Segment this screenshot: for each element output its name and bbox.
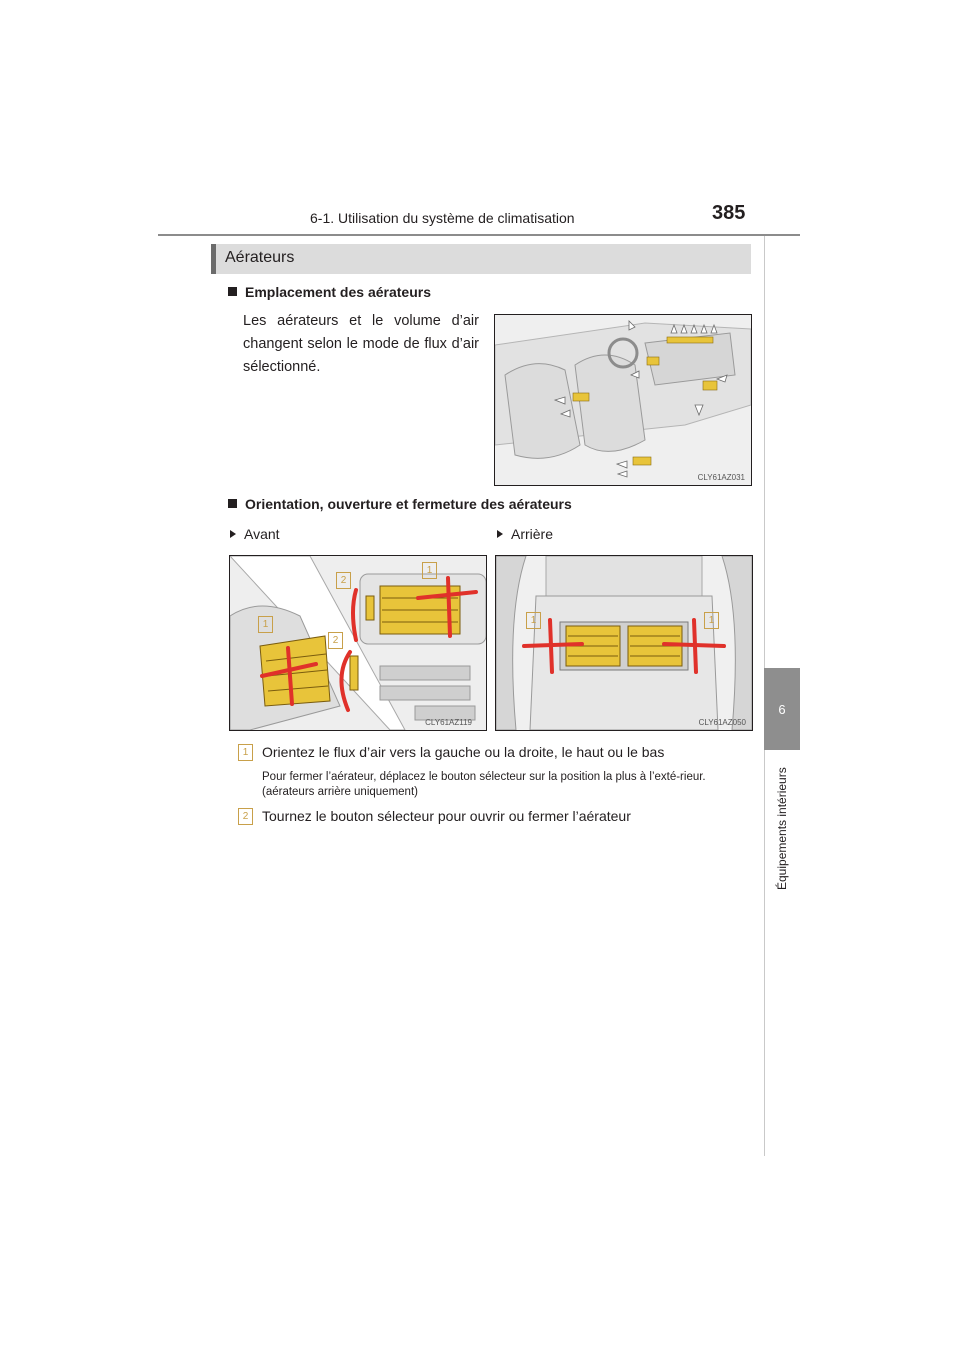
chapter-number: 6: [778, 701, 786, 717]
callout-1: 1: [704, 612, 719, 629]
front-vent-figure: [229, 555, 487, 731]
running-header-title: 6-1. Utilisation du système de climatisation: [310, 210, 575, 226]
page-number: 385: [712, 202, 746, 224]
chapter-tab: [764, 668, 800, 750]
square-bullet-icon: [228, 499, 237, 508]
callout-1: 1: [422, 562, 437, 579]
header-rule: [158, 234, 800, 236]
rear-vent-illustration: [496, 556, 752, 730]
rear-label: Arrière: [497, 526, 553, 542]
orientation-heading: Orientation, ouverture et fermeture des aérateurs: [228, 496, 572, 512]
rear-vent-figure: [495, 555, 753, 731]
item-number-1: 1: [238, 744, 253, 761]
section-accent: [211, 244, 216, 274]
item-number-2: 2: [238, 808, 253, 825]
figure-code: CLY61AZ119: [425, 718, 472, 727]
vent-location-figure: [494, 314, 752, 486]
callout-2: 2: [336, 572, 351, 589]
triangle-bullet-icon: [497, 530, 503, 538]
callout-1: 1: [258, 616, 273, 633]
item-1-note: Pour fermer l’aérateur, déplacez le bouton sélecteur sur la position la plus à l’exté-rieur. (aérateurs arrière uniquement): [262, 771, 706, 798]
section-header: [211, 244, 751, 274]
callout-1: 1: [526, 612, 541, 629]
front-label: Avant: [230, 526, 280, 542]
item-2-text: Tournez le bouton sélecteur pour ouvrir ou fermer l’aérateur: [262, 808, 631, 824]
section-title: Aérateurs: [225, 249, 295, 266]
location-text: Les aérateurs et le volume d’air changent selon le mode de flux d’air sélectionné.: [243, 313, 479, 375]
car-interior-illustration: [495, 315, 751, 485]
triangle-bullet-icon: [230, 530, 236, 538]
location-heading: Emplacement des aérateurs: [228, 284, 431, 300]
callout-2: 2: [328, 632, 343, 649]
front-vent-illustration: [230, 556, 486, 730]
chapter-label: Équipements intérieurs: [775, 767, 789, 890]
figure-code: CLY61AZ031: [697, 473, 745, 482]
item-1-text: Orientez le flux d’air vers la gauche ou la droite, le haut ou le bas: [262, 744, 665, 760]
square-bullet-icon: [228, 287, 237, 296]
figure-code: CLY61AZ050: [698, 718, 746, 727]
